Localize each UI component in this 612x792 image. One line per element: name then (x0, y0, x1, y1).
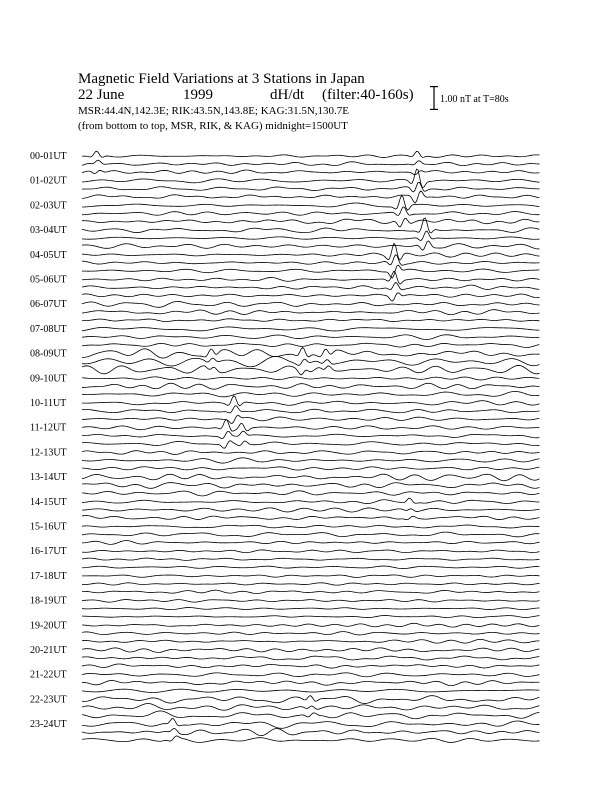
trace-msr (82, 343, 540, 347)
stations-info: MSR:44.4N,142.3E; RIK:43.5N,143.8E; KAG:31.5N,130.7E (78, 105, 350, 117)
trace-msr (82, 515, 540, 519)
trace-rik (82, 207, 540, 215)
trace-msr (82, 241, 540, 250)
trace-rik (82, 483, 540, 489)
trace-rik (82, 532, 540, 537)
hour-label: 06-07UT (30, 299, 67, 311)
trace-rik (82, 182, 540, 192)
trace-rik (82, 231, 540, 240)
trace-msr (82, 391, 540, 396)
scale-label: 1.00 nT at T=80s (440, 94, 509, 105)
trace-msr (82, 218, 540, 227)
hour-label: 11-12UT (30, 422, 67, 434)
date-year: 1999 (183, 87, 213, 103)
trace-kag (82, 474, 540, 481)
trace-rik (82, 558, 540, 560)
trace-msr (82, 541, 540, 545)
trace-kag (82, 525, 540, 528)
trace-kag (82, 600, 540, 603)
trace-msr (82, 664, 540, 668)
hour-label: 03-04UT (30, 225, 67, 237)
hour-label: 19-20UT (30, 620, 67, 632)
trace-msr (82, 639, 540, 643)
trace-msr (82, 689, 540, 692)
hour-label: 17-18UT (30, 570, 67, 582)
trace-kag (82, 451, 540, 455)
trace-msr (82, 191, 540, 203)
hour-label: 02-03UT (30, 200, 67, 212)
hour-label: 23-24UT (30, 719, 67, 731)
trace-msr (82, 491, 540, 496)
trace-kag (82, 623, 540, 627)
trace-rik (82, 383, 540, 389)
trace-rik (82, 508, 540, 512)
hour-label: 09-10UT (30, 373, 67, 385)
hour-label: 22-23UT (30, 694, 67, 706)
trace-kag (82, 377, 540, 380)
trace-rik (82, 583, 540, 585)
order-note: (from bottom to top, MSR, RIK, & KAG) midnight=1500UT (78, 120, 348, 132)
trace-msr (82, 711, 540, 719)
trace-msr (82, 590, 540, 593)
trace-kag (82, 419, 540, 431)
trace-msr (82, 365, 540, 374)
trace-kag (82, 648, 540, 653)
trace-kag (82, 243, 540, 260)
trace-rik (82, 335, 540, 340)
trace-rik (82, 458, 540, 463)
hour-label: 12-13UT (30, 447, 67, 459)
trace-msr (82, 441, 540, 449)
trace-msr (82, 293, 540, 301)
trace-msr (82, 566, 540, 569)
hour-label: 04-05UT (30, 249, 67, 261)
hour-label: 21-22UT (30, 669, 67, 681)
trace-msr (82, 616, 540, 618)
hour-label: 01-02UT (30, 175, 67, 187)
trace-rik (82, 283, 540, 290)
trace-msr (82, 170, 540, 175)
trace-rik (82, 704, 540, 711)
hour-label: 08-09UT (30, 348, 67, 360)
trace-rik (82, 356, 540, 366)
hour-label: 13-14UT (30, 472, 67, 484)
date-day: 22 June (78, 87, 125, 103)
hour-label: 16-17UT (30, 546, 67, 558)
trace-kag (82, 396, 540, 406)
trace-kag (82, 696, 540, 704)
trace-rik (82, 632, 540, 635)
trace-msr (82, 467, 540, 470)
trace-kag (82, 550, 540, 553)
hour-label: 15-16UT (30, 521, 67, 533)
trace-kag (82, 719, 540, 729)
filter-label: (filter:40-160s) (322, 87, 414, 103)
trace-rik (82, 255, 540, 266)
trace-kag (82, 498, 540, 503)
trace-rik (82, 681, 540, 686)
trace-kag (82, 271, 540, 284)
trace-rik (82, 608, 540, 610)
trace-kag (82, 327, 540, 331)
trace-kag (82, 151, 540, 157)
hour-label: 10-11UT (30, 398, 67, 409)
chart-title: Magnetic Field Variations at 3 Stations in Japan (78, 71, 365, 87)
trace-msr (82, 415, 540, 423)
hour-label: 14-15UT (30, 496, 67, 508)
hour-label: 20-21UT (30, 645, 67, 656)
hour-label: 00-01UT (30, 151, 67, 162)
trace-rik (82, 656, 540, 660)
quantity-label: dH/dt (270, 87, 305, 103)
trace-msr (82, 736, 540, 743)
trace-rik (82, 310, 540, 315)
hour-label: 18-19UT (30, 595, 67, 607)
trace-rik (82, 431, 540, 438)
trace-msr (82, 319, 540, 322)
trace-rik (82, 406, 540, 413)
trace-rik (82, 729, 540, 736)
trace-kag (82, 673, 540, 677)
hour-label: 05-06UT (30, 274, 67, 286)
trace-rik (82, 160, 540, 165)
trace-msr (82, 265, 540, 278)
hour-label: 07-08UT (30, 323, 67, 335)
trace-kag (82, 575, 540, 577)
trace-kag (82, 347, 540, 358)
trace-kag (82, 301, 540, 307)
